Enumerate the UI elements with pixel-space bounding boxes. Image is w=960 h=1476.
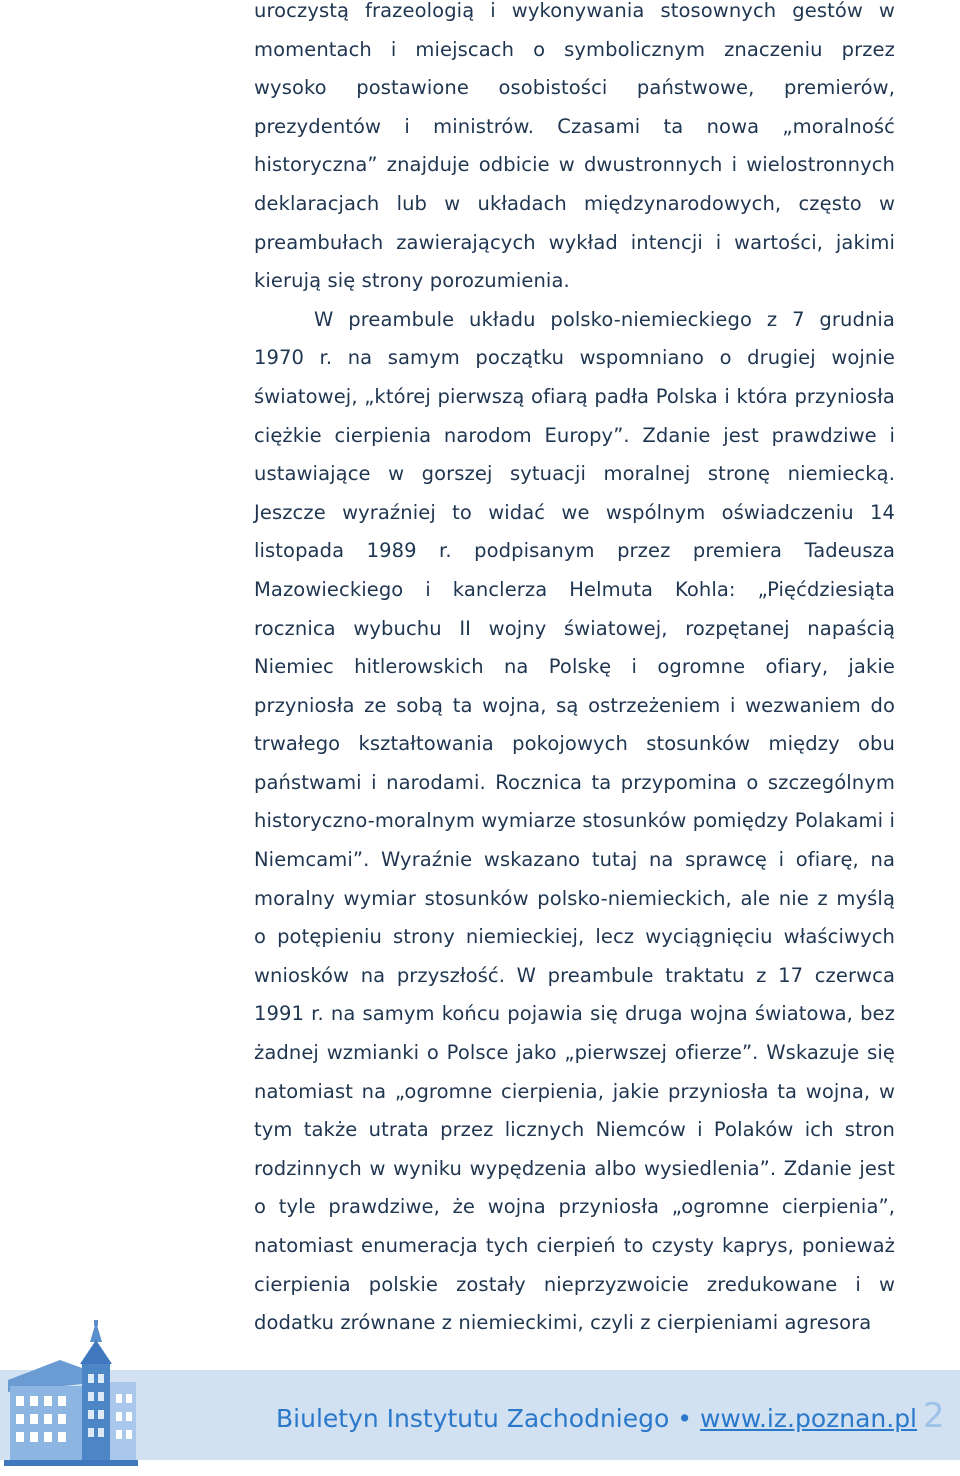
footer-title	[276, 1396, 945, 1436]
building-tower-logo-icon	[0, 1320, 140, 1466]
paragraph-1: uroczystą frazeologią i wykonywania stosownych gestów w momentach i miejscach o symbolicznym znaczeniu przez wysoko postawione osobistości państwowe, premierów, prezydentów i ministrów. Czasami ta nowa „moralność historyczna” znajduje odbicie w dwustronnych i wielostronnych deklaracjach lub w układach międzynarodowych, często w preambułach zawierających wykład intencji i wartości, jakimi kierują się strony porozumienia.	[254, 0, 895, 293]
article-body	[254, 0, 895, 1343]
website-link[interactable]: www.iz.poznan.pl	[699, 1404, 918, 1433]
page-number: 2	[923, 1396, 945, 1436]
paragraph-2: W preambule układu polsko-niemieckiego z 7 grudnia 1970 r. na samym początku wspomniano o drugiej wojnie światowej, „której pierwszą ofiarą padła Polska i która przyniosła ciężkie cierpienia narodom Europy”. Zdanie jest prawdziwe i ustawiające w gorszej sytuacji moralnej stronę niemiecką. Jeszcze wyraźniej to widać we wspólnym oświadczeniu 14 listopada 1989 r. podpisanym przez premiera Tadeusza Mazowieckiego i kanclerza Helmuta Kohla: „Pięćdziesiąta rocznica wybuchu II wojny światowej, rozpętanej napaścią Niemiec hitlerowskich na Polskę i ogromne ofiary, jakie przyniosła ze sobą ta wojna, są ostrzeżeniem i wezwaniem do trwałego kształtowania pokojowych stosunków między obu państwami i narodami. Rocznica ta przypomina o szczególnym historyczno-moralnym wymiarze stosunków pomiędzy Polakami i Niemcami”. Wyraźnie wskazano tutaj na sprawcę i ofiarę, na moralny wymiar stosunków polsko-niemieckich, ale nie z myślą o potępieniu strony niemieckiej, lecz wyciągnięciu właściwych wniosków na przyszłość. W preambule traktatu z 17 czerwca 1991 r. na samym końcu pojawia się druga wojna światowa, bez żadnej wzmianki o Polsce jako „pierwszej ofierze”. Wskazuje się natomiast na „ogromne cierpienia, jakie przyniosła ta wojna, w tym także utrata przez licznych Niemców i Polaków ich stron rodzinnych w wyniku wypędzenia albo wysiedlenia”. Zdanie jest o tyle prawdziwe, że wojna przyniosła „ogromne cierpienia”, natomiast enumeracja tych cierpień to czysty kaprys, ponieważ cierpienia polskie zostały nieprzyzwoicie zredukowane i w dodatku zrównane z niemieckimi, czyli z cierpieniami agresora	[254, 307, 895, 1335]
publication-name: Biuletyn Instytutu Zachodniego	[276, 1404, 670, 1433]
bullet-separator: •	[677, 1404, 692, 1433]
